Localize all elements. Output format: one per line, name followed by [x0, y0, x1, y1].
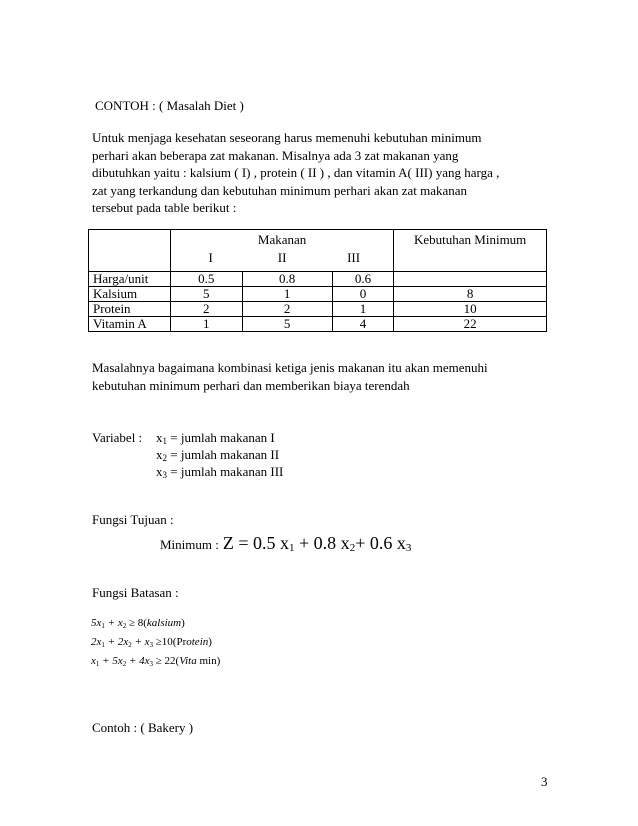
table-cell: 0.5 — [170, 272, 242, 287]
table-cell: 22 — [394, 317, 547, 332]
constraint-vitamin-a: $x_1 + 5x_2 + 4x_3$ ≥ 22(Vita min) — [91, 655, 221, 668]
fungsi-batasan-label: Fungsi Batasan : — [92, 585, 179, 600]
section-heading: CONTOH : ( Masalah Diet ) — [95, 98, 244, 113]
intro-line: dibutuhkan yaitu : kalsium ( I) , protein ( II ) , dan vitamin A( III) yang harga , — [92, 165, 500, 180]
kebutuhan-header: Kebutuhan Minimum — [394, 230, 547, 272]
variabel-item: $x_1$ = jumlah makanan I — [156, 430, 275, 446]
row-label: Protein — [89, 302, 171, 317]
row-label: Harga/unit — [89, 272, 171, 287]
table-cell: 1 — [242, 287, 332, 302]
intro-line: perhari akan beberapa zat makanan. Misalnya ada 3 zat makanan yang — [92, 147, 459, 163]
food-col-header: II — [277, 250, 287, 265]
food-col-header: I — [208, 250, 213, 265]
bakery-heading: Contoh : ( Bakery ) — [92, 720, 194, 735]
table-cell: 0.6 — [332, 272, 394, 287]
table-cell: 10 — [394, 302, 547, 317]
minimum-label: Minimum : — [160, 537, 219, 552]
makanan-label: Makanan — [257, 232, 307, 247]
table-cell: 0.8 — [242, 272, 332, 287]
table-row — [89, 272, 547, 287]
table-row — [89, 287, 547, 302]
table-cell: 0 — [332, 287, 394, 302]
constraint-kalsium: $5x_1 + x_2$ ≥ 8(kalsium) — [91, 617, 185, 630]
row-label: Kalsium — [89, 287, 171, 302]
food-col-header: III — [347, 250, 361, 265]
fungsi-tujuan-label: Fungsi Tujuan : — [92, 512, 174, 527]
intro-line: zat yang terkandung dan kebutuhan minimum perhari akan zat makanan — [92, 182, 468, 198]
objective-function: Minimum : Z = 0.5 x1 + 0.8 x2+ 0.6 x3 — [160, 533, 412, 554]
table-cell: 1 — [332, 302, 394, 317]
page-number: 3 — [541, 774, 548, 789]
problem-paragraph — [92, 359, 564, 394]
table-cell: 8 — [394, 287, 547, 302]
variabel-item: $x_3$ = jumlah makanan III — [156, 464, 284, 480]
variabel-label: Variabel : — [92, 430, 143, 445]
table-cell — [394, 272, 547, 287]
table-row — [89, 302, 547, 317]
table-cell: 5 — [242, 317, 332, 332]
table-corner-cell — [89, 230, 171, 272]
intro-line: Untuk menjaga kesehatan seseorang harus memenuhi kebutuhan minimum — [92, 130, 482, 145]
nutrition-table — [88, 229, 547, 332]
problem-line: Masalahnya bagaimana kombinasi ketiga jenis makanan itu akan memenuhi — [92, 360, 488, 375]
constraint-protein: $2x_1 + 2x_2 + x_3$ ≥10(Protein) — [91, 636, 212, 649]
table-row — [89, 317, 547, 332]
table-header-row — [89, 230, 547, 272]
table-cell: 5 — [170, 287, 242, 302]
intro-paragraph — [92, 129, 564, 217]
table-cell: 2 — [242, 302, 332, 317]
table-cell: 2 — [170, 302, 242, 317]
row-label: Vitamin A — [89, 317, 171, 332]
table-cell: 1 — [170, 317, 242, 332]
makanan-header — [170, 230, 393, 272]
table-cell: 4 — [332, 317, 394, 332]
problem-line: kebutuhan minimum perhari dan memberikan biaya terendah — [92, 377, 410, 393]
variabel-item: $x_2$ = jumlah makanan II — [156, 447, 280, 463]
intro-line: tersebut pada table berikut : — [92, 200, 237, 215]
